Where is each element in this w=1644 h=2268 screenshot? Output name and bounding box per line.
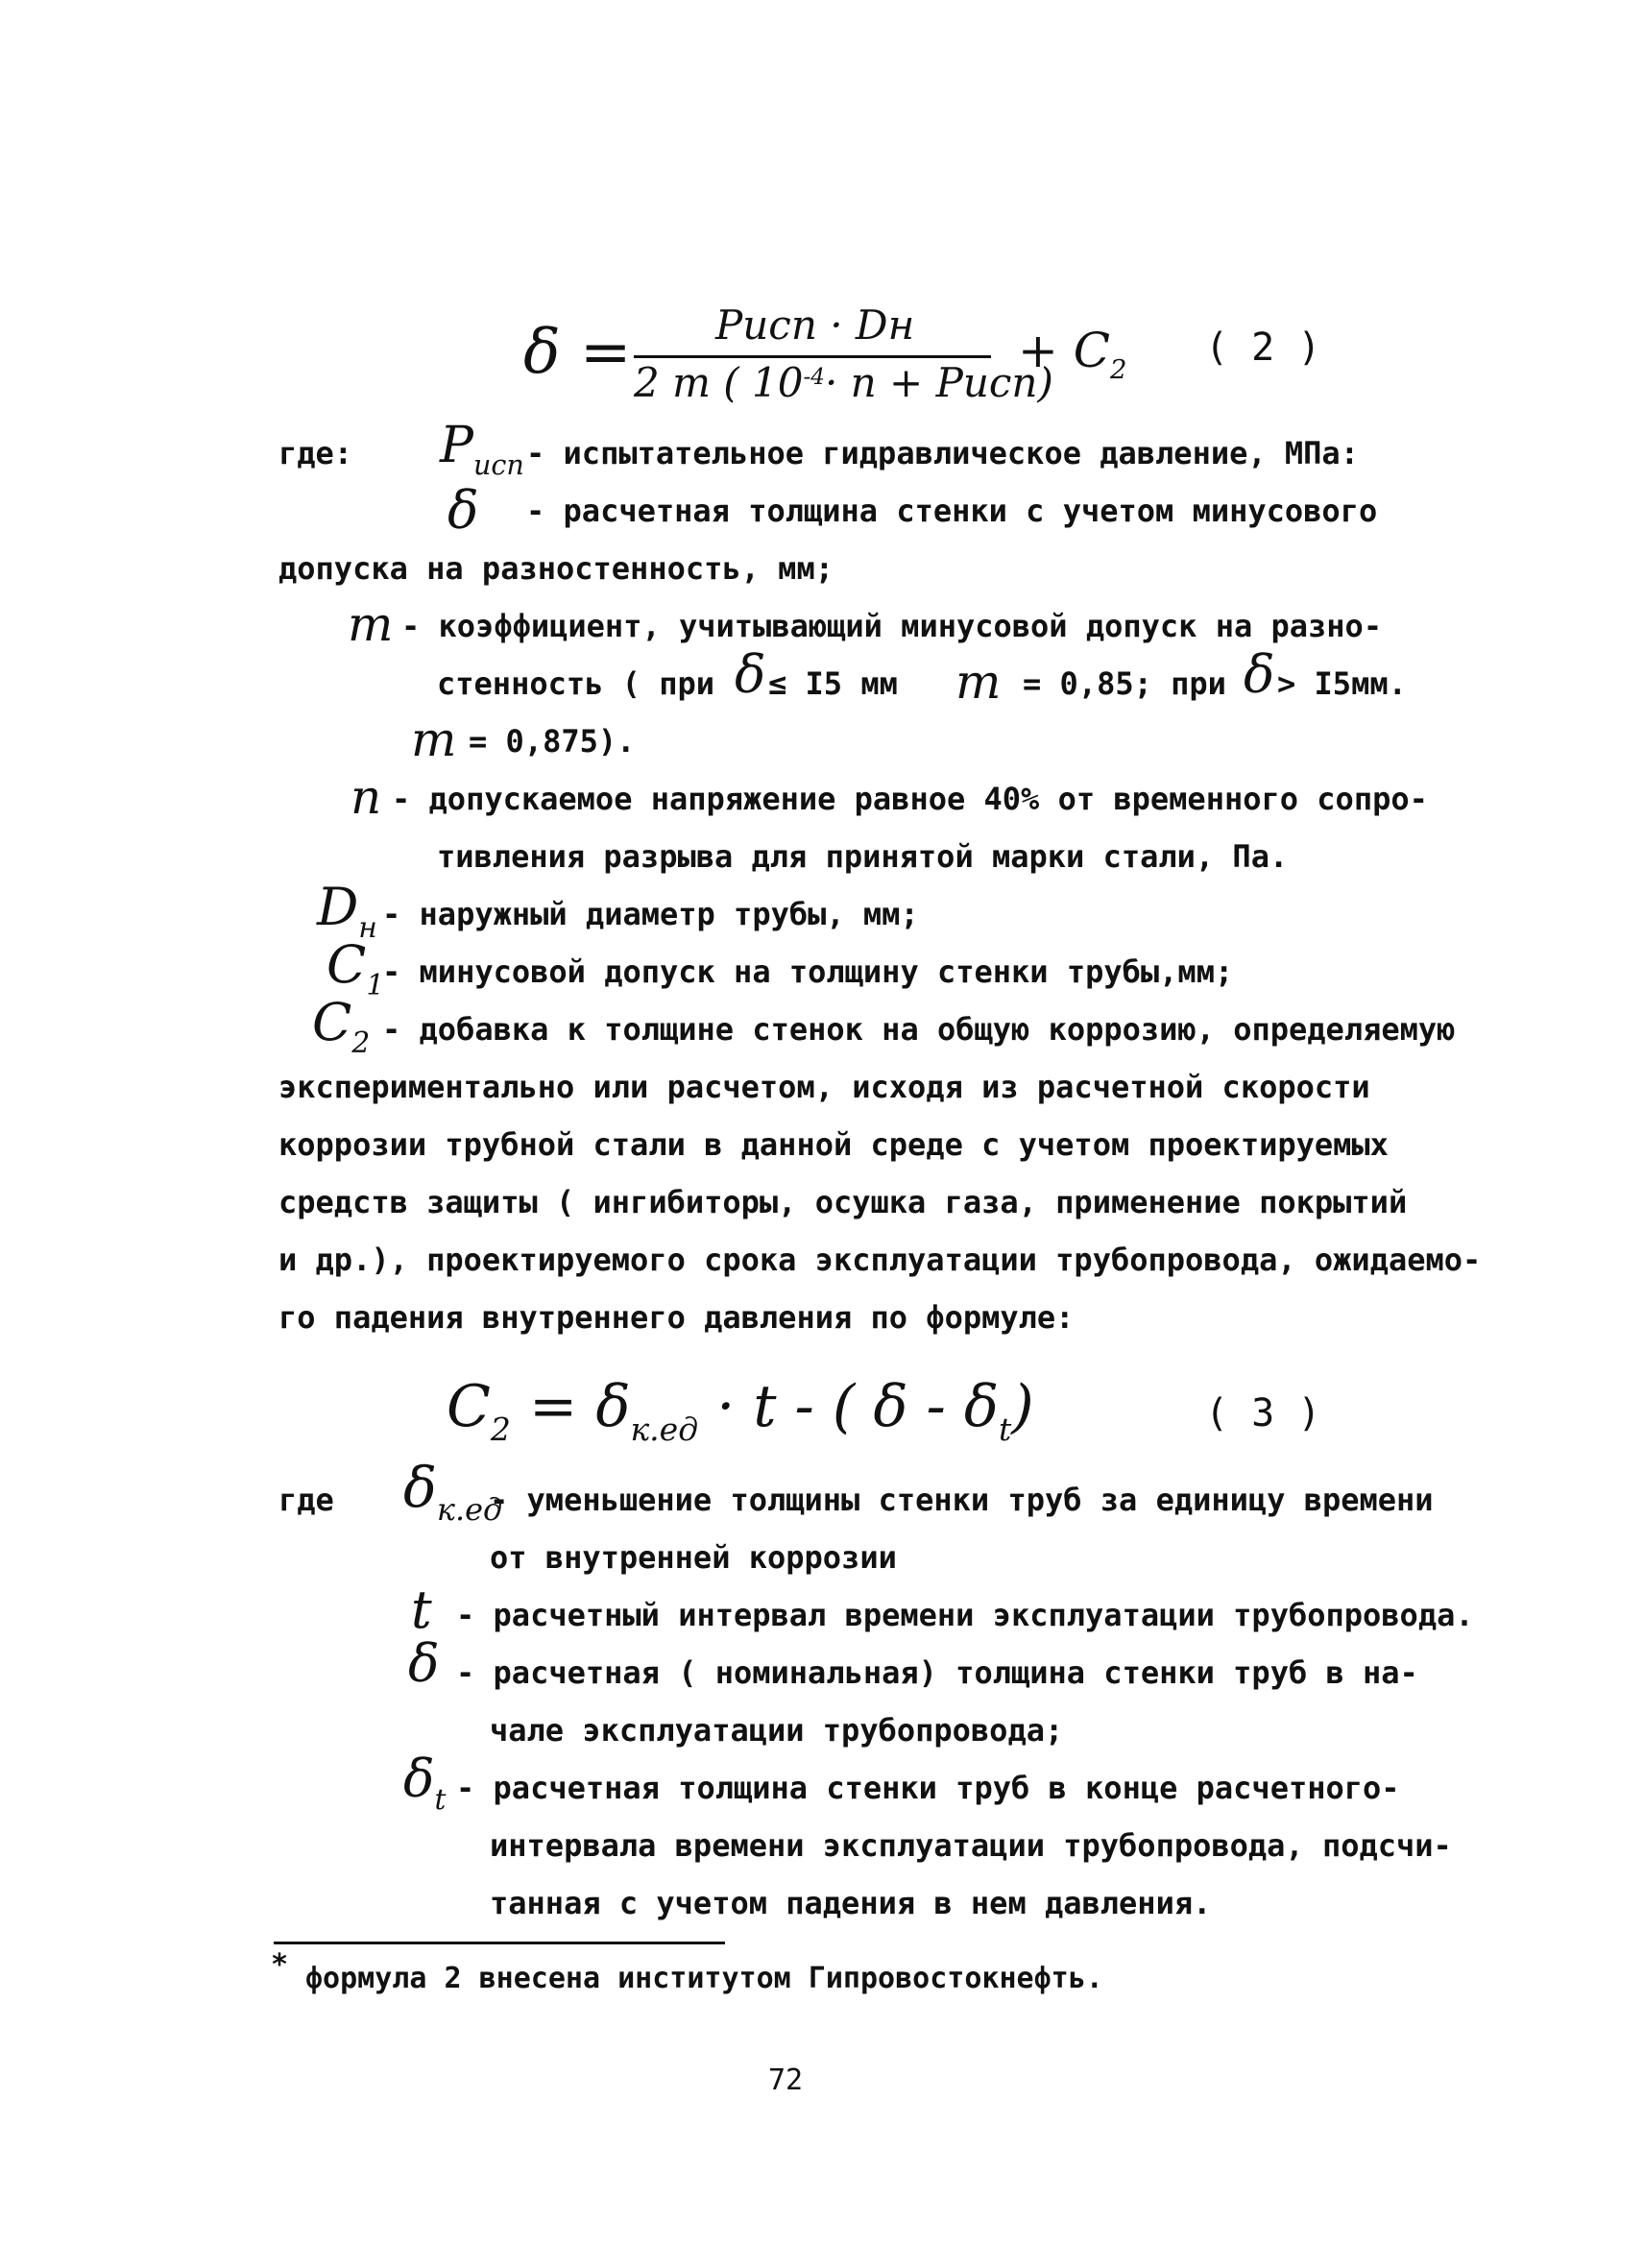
c2-line-4: и др.), проектируемого срока эксплуатации трубопровода, ожидаемо- bbox=[278, 1242, 1482, 1278]
m-cont2: = 0,875). bbox=[469, 723, 636, 760]
formula-3-c: C bbox=[447, 1373, 491, 1440]
c2-line-3: средств защиты ( ингибиторы, осушка газа, применение покрытий bbox=[278, 1184, 1408, 1220]
formula-2-denominator-a: 2 m ( 10 bbox=[634, 359, 804, 406]
m-cont-c: = 0,85; при bbox=[1023, 665, 1226, 702]
formula-2-tail bbox=[1018, 323, 1127, 386]
delta-definition-cont: допуска на разностенность, мм; bbox=[278, 550, 834, 587]
p-definition: - испытательное гидравлическое давление, МПа: bbox=[526, 435, 1359, 471]
dked-symbol bbox=[403, 1455, 503, 1529]
dn-definition: - наружный диаметр трубы, мм; bbox=[382, 896, 919, 932]
dt-symbol-letter: δ bbox=[403, 1749, 435, 1809]
formula-2-fraction-line bbox=[634, 355, 991, 358]
m-cont-d: > I5мм. bbox=[1277, 665, 1407, 702]
dt-symbol bbox=[403, 1749, 447, 1818]
dt-definition-cont-1: интервала времени эксплуатации трубопровода, подсчи- bbox=[490, 1827, 1452, 1864]
formula-3-delta-t-sub: t bbox=[999, 1410, 1012, 1448]
t-symbol: t bbox=[411, 1580, 432, 1640]
c1-symbol bbox=[326, 934, 385, 1003]
formula-2-number: ( 2 ) bbox=[1205, 326, 1321, 370]
dt-symbol-sub: t bbox=[434, 1783, 447, 1818]
where-label-1: где: bbox=[278, 435, 353, 471]
p-symbol-sub: исп bbox=[473, 447, 524, 481]
n-definition-cont: тивления разрыва для принятой марки стали, Па. bbox=[437, 838, 1289, 875]
d-definition-cont: чале эксплуатации трубопровода; bbox=[490, 1712, 1064, 1749]
c1-definition: - минусовой допуск на толщину стенки трубы,мм; bbox=[382, 953, 1234, 990]
formula-3-delta-ked-sub: к.ед bbox=[630, 1410, 699, 1448]
formula-3-c-sub: 2 bbox=[490, 1410, 511, 1448]
c1-symbol-sub: 1 bbox=[366, 969, 385, 1003]
dked-definition-cont: от внутренней коррозии bbox=[490, 1539, 897, 1576]
formula-2-denominator bbox=[634, 359, 1053, 406]
c2-line-1: экспериментально или расчетом, исходя из расчетной скорости bbox=[278, 1069, 1370, 1105]
delta-definition: - расчетная толщина стенки с учетом минусового bbox=[526, 493, 1378, 529]
dn-symbol-letter: D bbox=[317, 877, 359, 937]
dt-definition-cont-2: танная с учетом падения в нем давления. bbox=[490, 1885, 1212, 1921]
formula-2-tail-c: + C bbox=[1018, 323, 1111, 378]
n-symbol: n bbox=[351, 769, 382, 825]
m-cont-delta2: δ bbox=[1244, 644, 1275, 705]
dn-symbol-sub: н bbox=[358, 911, 377, 946]
c1-symbol-letter: C bbox=[326, 934, 367, 995]
formula-3-delta-ked: = δ bbox=[529, 1373, 631, 1440]
formula-2-lhs: δ = bbox=[523, 317, 632, 388]
d-symbol: δ bbox=[408, 1633, 440, 1694]
m-definition: - коэффициент, учитывающий минусовой допуск на разно- bbox=[401, 608, 1383, 644]
p-symbol-letter: P bbox=[440, 417, 473, 474]
c2-symbol-sub: 2 bbox=[351, 1026, 371, 1061]
d-definition: - расчетная ( номинальная) толщина стенки труб в на- bbox=[456, 1654, 1418, 1691]
footnote-text: формула 2 внесена институтом Гипровостокнефть. bbox=[305, 1962, 1103, 1995]
where-label-2: где bbox=[278, 1482, 334, 1518]
c2-symbol bbox=[312, 992, 371, 1061]
delta-symbol: δ bbox=[447, 480, 479, 541]
t-definition: - расчетный интервал времени эксплуатации трубопровода. bbox=[456, 1597, 1474, 1633]
formula-3-expression bbox=[447, 1373, 1034, 1448]
c2-line-2: коррозии трубной стали в данной среде с учетом проектируемых bbox=[278, 1126, 1389, 1163]
footnote-rule bbox=[274, 1942, 725, 1944]
formula-2-exponent: -4 bbox=[803, 365, 825, 391]
m-cont-a: стенность ( при bbox=[437, 665, 714, 702]
footnote-mark: * bbox=[271, 1948, 289, 1982]
formula-2-numerator: Pисп · Dн bbox=[715, 302, 915, 349]
n-definition: - допускаемое напряжение равное 40% от временного сопро- bbox=[392, 781, 1428, 817]
dked-definition: - уменьшение толщины стенки труб за единицу времени bbox=[490, 1482, 1434, 1518]
c2-definition: - добавка к толщине стенок на общую коррозию, определяемую bbox=[382, 1011, 1456, 1048]
m-symbol: m bbox=[348, 596, 394, 652]
dn-symbol bbox=[317, 877, 377, 946]
m-cont-m: m bbox=[955, 654, 1002, 710]
formula-2-tail-sub: 2 bbox=[1110, 354, 1127, 386]
formula-3-number: ( 3 ) bbox=[1205, 1391, 1321, 1436]
formula-3-middle: · t - ( δ - δ bbox=[716, 1373, 1000, 1440]
c2-line-5: го падения внутреннего давления по формуле: bbox=[278, 1299, 1075, 1336]
page-number: 72 bbox=[768, 2063, 804, 2097]
m-cont2-m: m bbox=[411, 712, 457, 767]
m-cont-b: ≤ I5 мм bbox=[768, 665, 898, 702]
c2-symbol-letter: C bbox=[312, 992, 352, 1052]
dked-symbol-sub: к.ед bbox=[436, 1491, 503, 1529]
dt-definition: - расчетная толщина стенки труб в конце расчетного- bbox=[456, 1770, 1400, 1806]
m-cont-delta: δ bbox=[735, 644, 766, 705]
formula-2-denominator-b: · n + Pисп) bbox=[824, 359, 1053, 406]
p-symbol bbox=[440, 417, 524, 481]
formula-3-close: ) bbox=[1011, 1373, 1034, 1440]
dked-symbol-letter: δ bbox=[403, 1455, 437, 1520]
